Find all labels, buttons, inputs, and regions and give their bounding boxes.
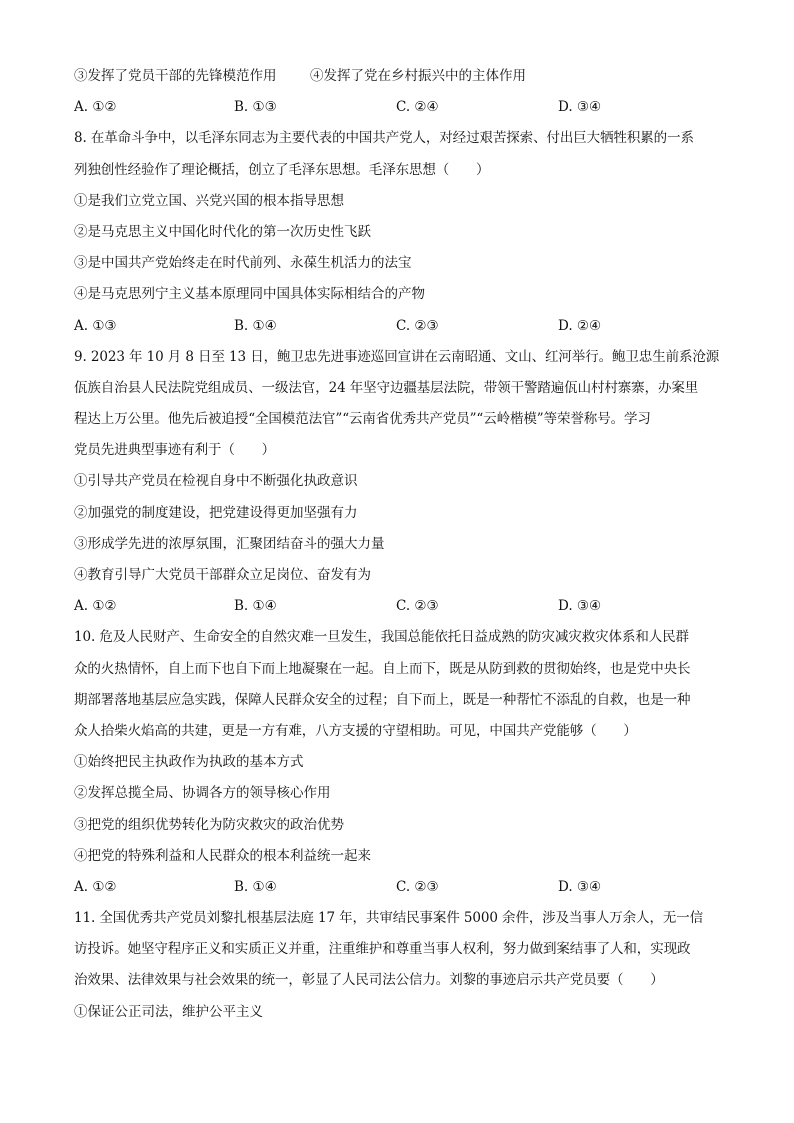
- option-d: D. ②④: [558, 317, 602, 334]
- statement-item: ②加强党的制度建设，把党建设得更加坚强有力: [74, 504, 358, 521]
- question-stem-line: 期部署落地基层应急实践，保障人民群众安全的过程；自下而上，既是一种帮忙不添乱的自救，也是一种: [74, 691, 691, 708]
- item-4: ④发挥了党在乡村振兴中的主体作用: [310, 68, 526, 84]
- answer-options: [74, 877, 724, 908]
- question-stem-line: 佤族自治县人民法院党组成员、一级法官，24 年坚守边疆基层法院，带领干警踏遍佤山村村寨寨，办案里: [74, 379, 699, 396]
- option-b: B. ①④: [234, 598, 277, 615]
- statement-item: ④是马克思列宁主义基本原理同中国具体实际相结合的产物: [74, 286, 425, 303]
- question-stem-line: 治效果、法律效果与社会效果的统一，彰显了人民司法公信力。刘黎的事迹启示共产党员要（ ）: [74, 972, 664, 989]
- option-c: C. ②③: [396, 878, 439, 895]
- statement-item: ①引导共产党员在检视自身中不断强化执政意识: [74, 473, 358, 490]
- answer-options: [74, 596, 724, 627]
- question-10: [74, 627, 724, 908]
- answer-options: [74, 316, 724, 347]
- question-stem-line: 9. 2023 年 10 月 8 日至 13 日，鲍卫忠先进事迹巡回宣讲在云南昭通、文山、红河举行。鲍卫忠生前系沧源: [74, 348, 720, 365]
- option-d: D. ③④: [558, 99, 602, 116]
- statement-item: ④教育引导广大党员干部群众立足岗位、奋发有为: [74, 567, 371, 583]
- statement-item: ②是马克思主义中国化时代化的第一次历史性飞跃: [74, 223, 371, 240]
- option-d: D. ③④: [558, 878, 602, 895]
- question-stem-line: 众的火热情怀，自上而下也自下而上地凝聚在一起。自上而下，既是从防到救的贯彻始终，也是党中央长: [74, 660, 691, 677]
- question-stem-line: 11. 全国优秀共产党员刘黎扎根基层法庭 17 年，共审结民事案件 5000 余件，涉及当事人万余人，无一信: [74, 910, 704, 927]
- option-b: B. ①③: [234, 99, 277, 116]
- item-3: ③发挥了党员干部的先锋模范作用: [74, 68, 277, 84]
- question-stem-line: 党员先进典型事迹有利于（ ）: [74, 442, 275, 459]
- statement-item: ①始终把民主执政作为执政的基本方式: [74, 754, 304, 771]
- carryover-options: [74, 97, 724, 128]
- statement-item: ④把党的特殊利益和人民群众的根本利益统一起来: [74, 847, 371, 864]
- question-stem-line: 程达上万公里。他先后被追授“全国模范法官”“云南省优秀共产党员”“云岭楷模”等荣誉称号。学习: [74, 411, 651, 428]
- statement-item: ③是中国共产党始终走在时代前列、永葆生机活力的法宝: [74, 255, 412, 272]
- exam-page: [74, 66, 724, 1033]
- question-stem-line: 8. 在革命斗争中，以毛泽东同志为主要代表的中国共产党人，对经过艰苦探索、付出巨大牺牲积累的一系: [74, 130, 694, 147]
- carryover-items: [74, 66, 724, 97]
- question-8: [74, 128, 724, 346]
- question-11: [74, 908, 724, 1033]
- option-c: C. ②③: [396, 598, 439, 615]
- question-stem-line: 10. 危及人民财产、生命安全的自然灾难一旦发生，我国总能依托日益成熟的防灾减灾救灾体系和人民群: [74, 629, 689, 646]
- option-b: B. ①④: [234, 317, 277, 334]
- statement-item: ③形成学先进的浓厚氛围，汇聚团结奋斗的强大力量: [74, 535, 385, 552]
- option-a: A. ①②: [74, 598, 117, 615]
- question-stem-line: 访投诉。她坚守程序正义和实质正义并重，注重维护和尊重当事人权利，努力做到案结事了人和，实现政: [74, 941, 691, 958]
- option-b: B. ①④: [234, 878, 277, 895]
- statement-item: ②发挥总揽全局、协调各方的领导核心作用: [74, 785, 331, 802]
- option-c: C. ②④: [396, 99, 439, 116]
- statement-item: ①保证公正司法，维护公平主义: [74, 1003, 263, 1020]
- question-stem-line: 众人拾柴火焰高的共建，更是一方有难，八方支援的守望相助。可见，中国共产党能够（ ）: [74, 722, 637, 739]
- option-c: C. ②③: [396, 317, 439, 334]
- statement-item: ①是我们立党立国、兴党兴国的根本指导思想: [74, 192, 344, 209]
- option-d: D. ③④: [558, 598, 602, 615]
- question-9: [74, 347, 724, 628]
- option-a: A. ①③: [74, 317, 117, 334]
- question-stem-line: 列独创性经验作了理论概括，创立了毛泽东思想。毛泽东思想（ ）: [74, 161, 490, 178]
- statement-item: ③把党的组织优势转化为防灾救灾的政治优势: [74, 816, 344, 833]
- option-a: A. ①②: [74, 878, 117, 895]
- option-a: A. ①②: [74, 99, 117, 116]
